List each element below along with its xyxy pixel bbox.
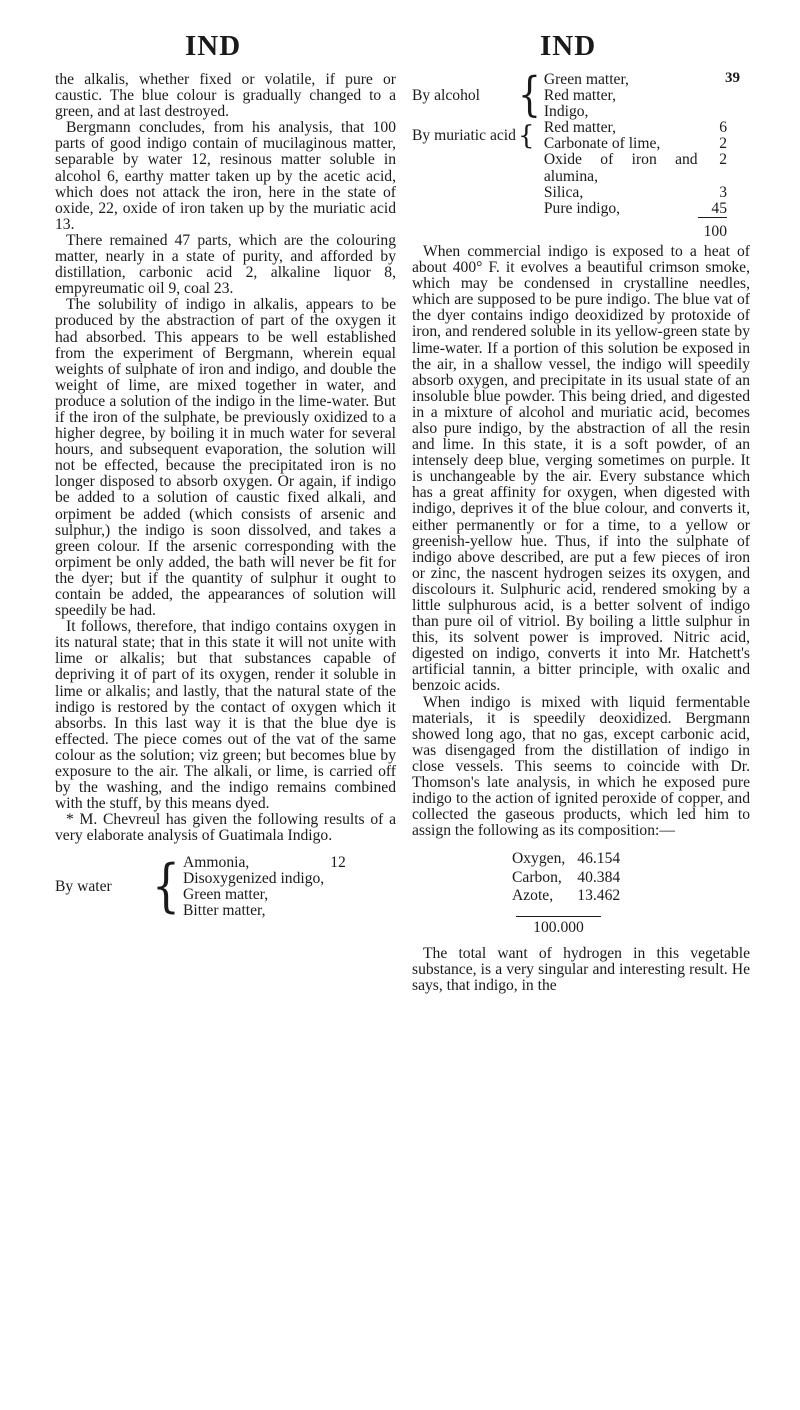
analysis-total: 100 bbox=[698, 217, 727, 240]
item-value bbox=[324, 887, 346, 903]
item-value: 3 bbox=[719, 183, 727, 201]
paragraph: The total want of hydrogen in this vegetable substance, is a very singular and interesting result. He says, that indigo, in the bbox=[412, 944, 750, 994]
paragraph: the alkalis, whether fixed or volatile, if pure or caustic. The blue colour is gradually changed to a green, and at last destroyed. bbox=[55, 71, 396, 121]
group-label: By alcohol bbox=[412, 87, 480, 105]
item-value bbox=[324, 871, 346, 887]
element-value: 40.384 bbox=[577, 868, 621, 886]
composition-total: 100.000 bbox=[516, 916, 601, 936]
item-value: 12 bbox=[330, 853, 346, 871]
item-name: Green matter, bbox=[543, 71, 629, 88]
item-value: 2 bbox=[719, 151, 727, 169]
element-name: Oxygen, bbox=[512, 850, 566, 868]
item-name: Carbonate of lime, bbox=[543, 135, 661, 153]
item-name: Indigo, bbox=[543, 103, 589, 121]
item-value bbox=[324, 903, 346, 919]
right-column bbox=[412, 68, 750, 994]
paragraph: When indigo is mixed with liquid fermentable materials, it is speedily deoxidized. Bergmann showed long ago, that no gas, except carbonic acid, was disengaged from the distillation of indigo in close vessels. This seems to coincide with Dr. Thomson's late analysis, in which he exposed pure indigo to the action of ignited peroxide of copper, and collected the gaseous products, which led him to assign the following as its composition:— bbox=[412, 693, 750, 840]
group-label: By water bbox=[55, 877, 112, 895]
item-name: Oxide of iron and alumina, bbox=[543, 151, 698, 185]
page-number: 39 bbox=[725, 70, 740, 86]
element-value: 46.154 bbox=[577, 850, 621, 868]
paragraph: The solubility of indigo in alkalis, appears to be produced by the abstraction of part of the oxygen it had absorbed. This appears to be well established from the experiment of Bergmann, wherein equal weights of sulphate of iron and indigo, and double the weight of lime, are mixed together in water, and produce a solution of the indigo in the lime-water. But if the iron of the sulphate, be previously oxidized to a higher degree, by boiling it in much water for several hours, and subsequent evaporation, the solution will not be effected, because the precipitated iron is no longer disposed to absorb oxygen. Or again, if indigo be added to a solution of caustic fixed alkali, and orpiment be added (which consists of arsenic and sulphur,) the indigo is soon dissolved, and takes a green colour. If the arsenic corresponding with the orpiment be only added, the bath will never be fit for the dyer; but if the quantity of sulphur it ought to contain be added, the appearances of solution will speedily be had. bbox=[55, 296, 396, 620]
item-value: 2 bbox=[719, 135, 727, 153]
element-name: Carbon, bbox=[512, 868, 562, 886]
item-name: Pure indigo, bbox=[543, 199, 621, 217]
item-name: Red matter, bbox=[543, 87, 616, 105]
item-name: Red matter, bbox=[543, 119, 616, 137]
item-name: Green matter, bbox=[183, 885, 269, 903]
item-name: Disoxygenized indigo, bbox=[183, 869, 325, 887]
item-value: 45 bbox=[711, 199, 727, 217]
left-column bbox=[55, 72, 396, 919]
brace: { bbox=[517, 68, 541, 123]
element-name: Azote, bbox=[512, 886, 554, 904]
chevreul-analysis-table bbox=[412, 68, 727, 240]
item-name: Silica, bbox=[543, 183, 584, 201]
paragraph: When commercial indigo is exposed to a heat of about 400° F. it evolves a beautiful crimson smoke, which may be condensed in crystalline needles, which are supposed to be pure indigo. The blue vat of the dyer contains indigo deoxidized by protoxide of iron, and rendered soluble in its yellow-green state by lime-water. If a portion of this solution be exposed in the air, in a shallow vessel, the indigo will speedily absorb oxygen, and precipitate in its usual state of an insoluble blue powder. This being dried, and digested in a mixture of alcohol and muriatic acid, becomes also pure indigo, by the abstraction of all the resin and lime. In this state, it is a soft powder, of an intensely deep blue, verging sometimes on purple. It is unchangeable by the air. Every substance which has a great affinity for oxygen, when digested with indigo, deprives it of the blue colour, and converts it, either permanently or for a time, to a yellow or greenish-yellow hue. Thus, if into the sulphate of indigo above described, are put a few pieces of iron or zinc, the nascent hydrogen seizes its oxygen, and discolours it. Sulphuric acid, rendered smoking by a little sulphurous acid, is a better solvent of indigo than pure oil of vitriol. By boiling a little sulphur in this, its solvent power is improved. Nitric acid, digested on indigo, converts it into Mr. Hatchett's artificial tannin, a bitter principle, with oxalic and benzoic acids. bbox=[412, 242, 750, 695]
element-value: 13.462 bbox=[577, 886, 621, 904]
paragraph: Bergmann concludes, from his analysis, that 100 parts of good indigo contain of mucilaginous matter, separable by water 12, resinous matter soluble in alcohol 6, earthy matter taken up by the acetic acid, which does not attack the iron, here in the state of oxide, 22, oxide of iron taken up by the muriatic acid 13. bbox=[55, 119, 396, 233]
brace: { bbox=[152, 852, 180, 920]
paragraph: It follows, therefore, that indigo contains oxygen in its natural state; that in this state it will not unite with lime or alkalis; but that substances capable of depriving it of part of its oxygen, render it soluble in lime or alkalis; and lastly, that the natural state of the indigo is restored by the contact of oxygen which it absorbs. In this last way it is that the blue dye is effected. The piece comes out of the vat of the same colour as the solution; viz green; but becomes blue by exposure to the air. The alkali, or lime, is carried off by the washing, and the indigo remains combined with the stuff, by this means dyed. bbox=[55, 618, 396, 813]
group-label: By muriatic acid bbox=[412, 127, 516, 145]
running-header-left: IND bbox=[185, 30, 242, 62]
item-name: Bitter matter, bbox=[183, 901, 266, 919]
footnote-paragraph: * M. Chevreul has given the following results of a very elaborate analysis of Guatimala Indigo. bbox=[55, 811, 396, 845]
item-name: Ammonia, bbox=[183, 853, 250, 871]
item-value: 6 bbox=[719, 119, 727, 137]
item-value bbox=[698, 88, 727, 104]
item-value bbox=[698, 72, 727, 88]
brace: { bbox=[517, 121, 535, 152]
water-analysis-table bbox=[55, 852, 346, 920]
composition-table bbox=[510, 849, 622, 905]
running-header-right: IND bbox=[540, 30, 597, 62]
paragraph: There remained 47 parts, which are the colouring matter, nearly in a state of purity, and afforded by distillation, carbonic acid 2, alkaline liquor 8, empyreumatic oil 9, coal 23. bbox=[55, 231, 396, 298]
item-value bbox=[698, 104, 727, 120]
